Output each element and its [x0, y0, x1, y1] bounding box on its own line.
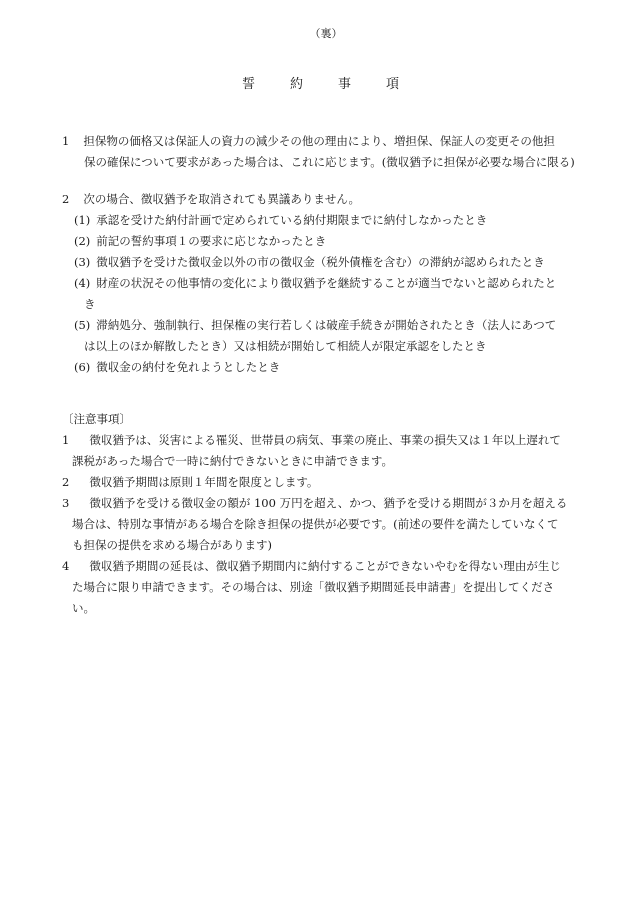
- sub-item-number: (5): [74, 318, 91, 332]
- note-item-4: [62, 556, 594, 577]
- notes-section: [62, 409, 594, 619]
- pledge-item-1-line: [62, 131, 594, 152]
- note-item-number: 1: [62, 433, 70, 447]
- sub-item-6: [62, 357, 594, 378]
- sub-item-text: 前記の誓約事項１の要求に応じなかったとき: [96, 234, 327, 248]
- note-item-3-continuation: 場合は、特別な事情がある場合を除き担保の提供が必要です。(前述の要件を満たしていなくて: [72, 517, 559, 531]
- note-item-4-continuation: い。: [72, 601, 95, 615]
- sub-item-number: (1): [74, 213, 91, 227]
- pledge-item-text: 次の場合、徴収猶予を取消されても異議ありません。: [83, 192, 361, 206]
- note-item-text: 徴収猶予は、災害による罹災、世帯員の病気、事業の廃止、事業の損失又は１年以上遅れて: [89, 433, 561, 447]
- sub-item-text: 徴収猶予を受けた徴収金以外の市の徴収金（税外債権を含む）の滞納が認められたとき: [96, 255, 545, 269]
- sub-item-number: (3): [74, 255, 91, 269]
- pledge-item-number: 2: [62, 192, 70, 206]
- pledge-item-number: 1: [62, 134, 70, 148]
- sub-item-text: 財産の状況その他事情の変化により徴収猶予を継続することが適当でないと認められたと: [96, 276, 557, 290]
- page-side-label: （裏）: [309, 27, 343, 40]
- note-item-number: 2: [62, 475, 70, 489]
- pledge-item-1-continuation: 保の確保について要求があった場合は、これに応じます。(徴収猶予に担保が必要な場合に限る): [84, 155, 575, 169]
- sub-item-number: (2): [74, 234, 91, 248]
- pledge-item-2-line: [62, 189, 594, 210]
- sub-item-5: [62, 315, 594, 336]
- note-item-1: [62, 430, 594, 451]
- note-item-4-continuation: た場合に限り申請できます。その場合は、別途「徴収猶予期間延長申請書」を提出してくださ: [72, 580, 555, 594]
- note-item-text: 徴収猶予期間の延長は、徴収猶予期間内に納付することができないやむを得ない理由が生じ: [89, 559, 561, 573]
- pledge-item-text: 担保物の価格又は保証人の資力の減少その他の理由により、増担保、保証人の変更その他担: [83, 134, 555, 148]
- note-item-3-continuation: も担保の提供を求める場合があります): [72, 538, 272, 552]
- note-item-text: 徴収猶予を受ける徴収金の額が 100 万円を超え、かつ、猶予を受ける期間が３か月を超える: [89, 496, 568, 510]
- sub-item-4-continuation: き: [84, 297, 96, 311]
- notes-heading: 〔注意事項〕: [62, 412, 131, 426]
- sub-item-text: 徴収金の納付を免れようとしたとき: [96, 360, 281, 374]
- sub-item-number: (6): [74, 360, 91, 374]
- note-item-number: 3: [62, 496, 70, 510]
- sub-item-1: [62, 210, 594, 231]
- sub-item-4: [62, 273, 594, 294]
- note-item-number: 4: [62, 559, 70, 573]
- sub-item-text: 滞納処分、強制執行、担保権の実行若しくは破産手続きが開始されたとき（法人にあつて: [96, 318, 557, 332]
- sub-item-5-continuation: は以上のほか解散したとき）又は相続が開始して相続人が限定承認をしたとき: [84, 339, 487, 353]
- sub-item-3: [62, 252, 594, 273]
- sub-item-number: (4): [74, 276, 91, 290]
- sub-item-text: 承認を受けた納付計画で定められている納付期限までに納付しなかったとき: [96, 213, 488, 227]
- sub-item-2: [62, 231, 594, 252]
- document-title: 誓 約 事 項: [241, 77, 410, 92]
- note-item-2: [62, 472, 594, 493]
- note-item-text: 徴収猶予期間は原則１年間を限度とします。: [89, 475, 319, 489]
- note-item-1-continuation: 課税があった場合で一時に納付できないときに申請できます。: [72, 454, 393, 468]
- pledge-item-2: [62, 189, 594, 378]
- note-item-3: [62, 493, 594, 514]
- pledge-item-1: [62, 131, 594, 173]
